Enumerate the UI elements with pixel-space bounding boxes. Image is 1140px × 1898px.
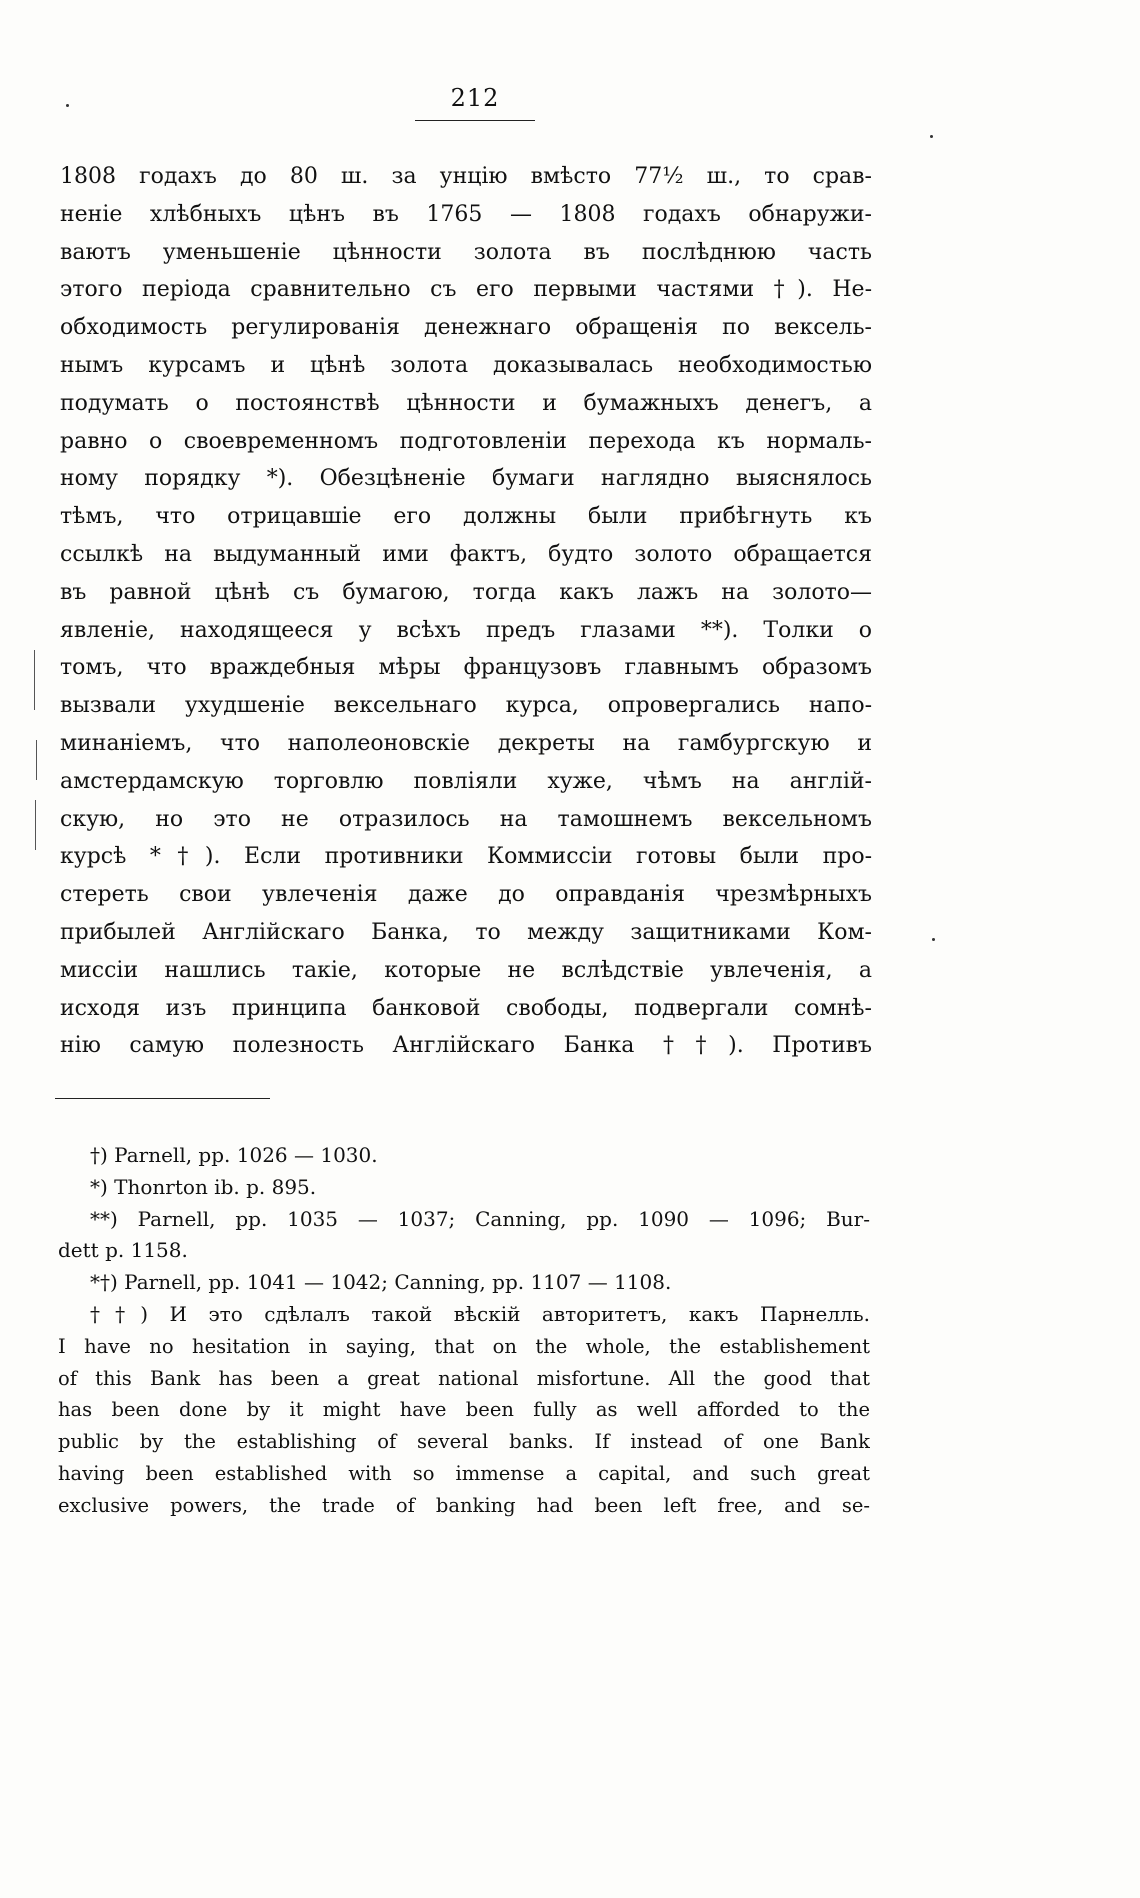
- page-number: 212: [450, 84, 500, 112]
- text-line: подумать о постоянствѣ цѣнности и бумажныхъ денегъ, а: [60, 390, 872, 416]
- text-line: миссіи нашлись такіе, которые не вслѣдствіе увлеченія, а: [60, 957, 872, 983]
- footnotes: [58, 1140, 870, 1522]
- footnote-line: exclusive powers, the trade of banking had been left free, and se-: [58, 1493, 870, 1517]
- text-line: курсѣ *†). Если противники Коммиссіи готовы были про-: [60, 844, 872, 870]
- margin-marks: [30, 650, 44, 850]
- main-text: [60, 158, 872, 1065]
- footnote-line: dett p. 1158.: [58, 1238, 188, 1263]
- footnote-line: of this Bank has been a great national misfortune. All the good that: [58, 1366, 870, 1390]
- footnote-line: †) Parnell, pp. 1026 — 1030.: [90, 1143, 378, 1167]
- text-line: ссылкѣ на выдуманный ими фактъ, будто золото обращается: [60, 541, 872, 567]
- footnote-line: *) Thonrton ib. p. 895.: [90, 1174, 317, 1199]
- text-line: минаніемъ, что наполеоновскіе декреты на гамбургскую и: [60, 730, 872, 756]
- footnote-line: public by the establishing of several banks. If instead of one Bank: [58, 1430, 870, 1454]
- footnote-line: having been established with so immense a capital, and such great: [58, 1461, 870, 1485]
- text-line: тѣмъ, что отрицавшіе его должны были прибѣгнуть къ: [60, 504, 872, 530]
- text-line: обходимость регулированія денежнаго обращенія по вексель-: [60, 315, 872, 341]
- text-line: стереть свои увлеченія даже до оправданія чрезмѣрныхъ: [60, 882, 872, 908]
- text-line: въ равной цѣнѣ съ бумагою, тогда какъ лажъ на золото—: [60, 579, 872, 605]
- print-speck: [932, 938, 935, 941]
- print-speck: [66, 104, 69, 107]
- text-line: исходя изъ принципа банковой свободы, подвергали сомнѣ-: [60, 995, 872, 1021]
- footnote-line: *†) Parnell, pp. 1041 — 1042; Canning, pp. 1107 — 1108.: [90, 1270, 672, 1295]
- text-line: равно о своевременномъ подготовленіи перехода къ нормаль-: [60, 428, 872, 454]
- footnote-line: has been done by it might have been fully as well afforded to the: [58, 1398, 870, 1422]
- text-line: томъ, что враждебныя мѣры французовъ главнымъ образомъ: [60, 655, 872, 681]
- text-line: скую, но это не отразилось на тамошнемъ вексельномъ: [60, 806, 872, 832]
- text-line: этого періода сравнительно съ его первыми частями †). Не-: [60, 277, 872, 303]
- text-line: нію самую полезность Англійскаго Банка ††). Противъ: [60, 1033, 872, 1059]
- text-line: амстердамскую торговлю повліяли хуже, чѣмъ на англій-: [60, 768, 872, 794]
- print-speck: [930, 135, 933, 138]
- text-line: вызвали ухудшеніе вексельнаго курса, опровергались напо-: [60, 693, 872, 719]
- text-line: ваютъ уменьшеніе цѣнности золота въ послѣднюю часть: [60, 239, 872, 265]
- text-line: ному порядку *). Обезцѣненіе бумаги наглядно выяснялось: [60, 466, 872, 492]
- footnote-line: ††) И это сдѣлалъ такой вѣскій авторитетъ, какъ Парнелль.: [90, 1301, 870, 1326]
- footnote-line: I have no hesitation in saying, that on the whole, the establishement: [58, 1334, 870, 1358]
- text-line: 1808 годахъ до 80 ш. за унцію вмѣсто 77½ ш., то срав-: [60, 164, 872, 189]
- footnote-line: **) Parnell, pp. 1035 — 1037; Canning, pp. 1090 — 1096; Bur-: [90, 1206, 870, 1231]
- text-line: нымъ курсамъ и цѣнѣ золота доказывалась необходимостью: [60, 352, 872, 378]
- footnote-rule: [55, 1098, 270, 1099]
- text-line: прибылей Англійскаго Банка, то между защитниками Ком-: [60, 919, 872, 945]
- text-line: явленіе, находящееся у всѣхъ предъ глазами **). Толки о: [60, 617, 872, 643]
- page-number-rule: [415, 120, 535, 121]
- text-line: неніе хлѣбныхъ цѣнъ въ 1765 — 1808 годахъ обнаружи-: [60, 201, 872, 227]
